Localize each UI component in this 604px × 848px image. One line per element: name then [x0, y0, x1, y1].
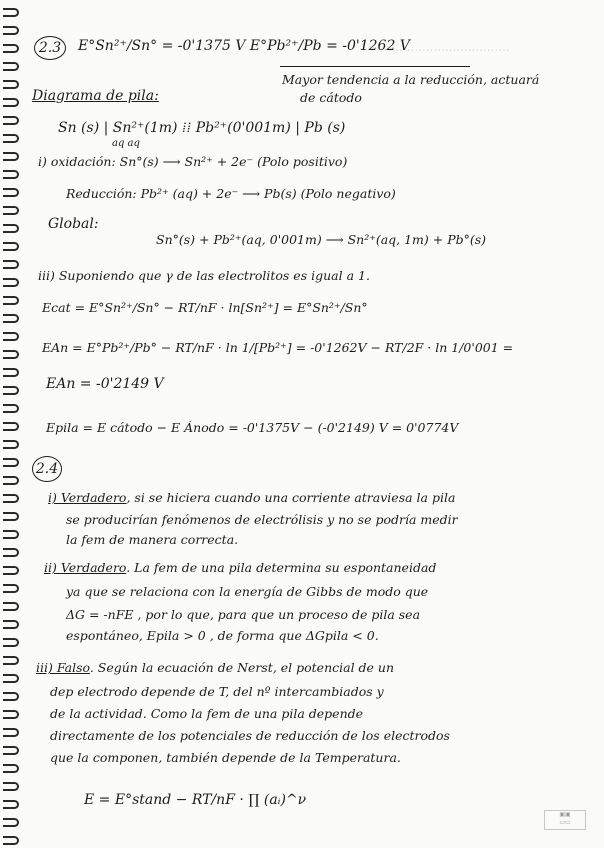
spiral-ring: [3, 152, 19, 161]
spiral-ring: [3, 26, 19, 35]
spiral-ring: [3, 746, 19, 755]
spiral-ring: [3, 80, 19, 89]
epila-equation: Epila = E cátodo − E Ánodo = -0'1375V − (-0'2149) V = 0'0774V: [46, 420, 459, 435]
spiral-ring: [3, 386, 19, 395]
spiral-ring: [3, 584, 19, 593]
spiral-ring: [3, 512, 19, 521]
nernst-equation: E = E°stand − RT/nF · ∏ (aᵢ)^ν: [84, 792, 307, 808]
spiral-ring: [3, 656, 19, 665]
notebook-spiral-binding: [0, 0, 26, 848]
spiral-ring: [3, 134, 19, 143]
section-badge-2-3: 2.3: [34, 36, 66, 60]
item-ii-line-1: [44, 560, 436, 575]
item-iii-line-4: directamente de los potenciales de reducción de los electrodos: [50, 728, 450, 743]
item-ii-label: ii) Verdadero: [44, 560, 127, 575]
standard-potentials: E°Sn²⁺/Sn° = -0'1375 V E°Pb²⁺/Pb = -0'1262 V: [78, 38, 410, 54]
spiral-ring: [3, 548, 19, 557]
global-label: Global:: [48, 216, 99, 232]
spiral-ring: [3, 62, 19, 71]
spiral-ring: [3, 296, 19, 305]
spiral-ring: [3, 332, 19, 341]
spiral-ring: [3, 188, 19, 197]
notebook-page: [30, 0, 596, 848]
cell-diagram-aq: aq aq: [112, 138, 140, 149]
item-iii-text-1: . Según la ecuación de Nerst, el potencial de un: [89, 660, 395, 675]
spiral-ring: [3, 206, 19, 215]
diagram-title: Diagrama de pila:: [32, 88, 159, 104]
spiral-ring: [3, 782, 19, 791]
spiral-ring: [3, 566, 19, 575]
item-iii-line-2: dep electrodo depende de T, del nº intercambiados y: [50, 684, 384, 699]
item-i-line-2: se producirían fenómenos de electrólisis y no se podría medir: [66, 512, 458, 527]
spiral-ring: [3, 314, 19, 323]
annotation-brace: [280, 66, 470, 67]
scanner-logo: ▣▣ ▭▭: [544, 810, 586, 830]
bleed-through-text: ..................................: [380, 40, 510, 54]
spiral-ring: [3, 494, 19, 503]
item-i-line-1: [48, 490, 455, 505]
spiral-ring: [3, 260, 19, 269]
item-iii-line-3: de la actividad. Como la fem de una pila depende: [50, 706, 364, 721]
global-reaction: Sn°(s) + Pb²⁺(aq, 0'001m) ⟶ Sn²⁺(aq, 1m) + Pb°(s): [156, 232, 487, 247]
spiral-ring: [3, 224, 19, 233]
item-ii-line-3: ΔG = -nFE , por lo que, para que un proceso de pila sea: [66, 607, 421, 622]
item-ii-line-4: espontáneo, Epila > 0 , de forma que ΔGpila < 0.: [66, 628, 379, 643]
item-i-line-3: la fem de manera correcta.: [66, 532, 239, 547]
spiral-ring: [3, 836, 19, 845]
spiral-ring: [3, 422, 19, 431]
item-i-label: i) Verdadero: [48, 490, 127, 505]
oxidation-line: i) oxidación: Sn°(s) ⟶ Sn²⁺ + 2e⁻ (Polo positivo): [38, 154, 348, 169]
section-badge-2-4: 2.4: [32, 456, 62, 482]
spiral-ring: [3, 710, 19, 719]
spiral-ring: [3, 278, 19, 287]
reduction-line: Reducción: Pb²⁺ (aq) + 2e⁻ ⟶ Pb(s) (Polo negativo): [66, 186, 396, 201]
spiral-ring: [3, 350, 19, 359]
spiral-ring: [3, 8, 19, 17]
spiral-ring: [3, 242, 19, 251]
spiral-ring: [3, 476, 19, 485]
spiral-ring: [3, 638, 19, 647]
spiral-ring: [3, 170, 19, 179]
spiral-ring: [3, 800, 19, 809]
spiral-ring: [3, 728, 19, 737]
ean-equation: EAn = E°Pb²⁺/Pb° − RT/nF · ln 1/[Pb²⁺] = -0'1262V − RT/2F · ln 1/0'001 =: [42, 340, 514, 355]
spiral-ring: [3, 674, 19, 683]
spiral-ring: [3, 692, 19, 701]
item-ii-line-2: ya que se relaciona con la energía de Gibbs de modo que: [66, 584, 429, 599]
annotation-line-2: de cátodo: [300, 90, 362, 105]
spiral-ring: [3, 440, 19, 449]
spiral-ring: [3, 764, 19, 773]
ean-result: EAn = -0'2149 V: [46, 376, 164, 392]
item-iii-line-1: [36, 660, 394, 675]
spiral-ring: [3, 458, 19, 467]
annotation-line-1: Mayor tendencia a la reducción, actuará: [282, 72, 540, 87]
spiral-ring: [3, 116, 19, 125]
spiral-ring: [3, 602, 19, 611]
spiral-ring: [3, 620, 19, 629]
item-ii-text-1: . La fem de una pila determina su espontaneidad: [126, 560, 437, 575]
spiral-ring: [3, 98, 19, 107]
item-iii-label: iii) Falso: [36, 660, 90, 675]
spiral-ring: [3, 818, 19, 827]
spiral-ring: [3, 368, 19, 377]
spiral-ring: [3, 530, 19, 539]
item-iii-line-5: que la componen, también depende de la Temperatura.: [50, 750, 401, 765]
iii-intro: iii) Suponiendo que γ de las electrolitos es igual a 1.: [38, 268, 370, 283]
ecat-equation: Ecat = E°Sn²⁺/Sn° − RT/nF · ln[Sn²⁺] = E°Sn²⁺/Sn°: [42, 300, 368, 315]
spiral-ring: [3, 44, 19, 53]
item-i-text-1: , si se hiciera cuando una corriente atraviesa la pila: [126, 490, 456, 505]
cell-diagram: Sn (s) | Sn²⁺(1m) ⁞⁞ Pb²⁺(0'001m) | Pb (s): [58, 120, 346, 136]
spiral-ring: [3, 404, 19, 413]
